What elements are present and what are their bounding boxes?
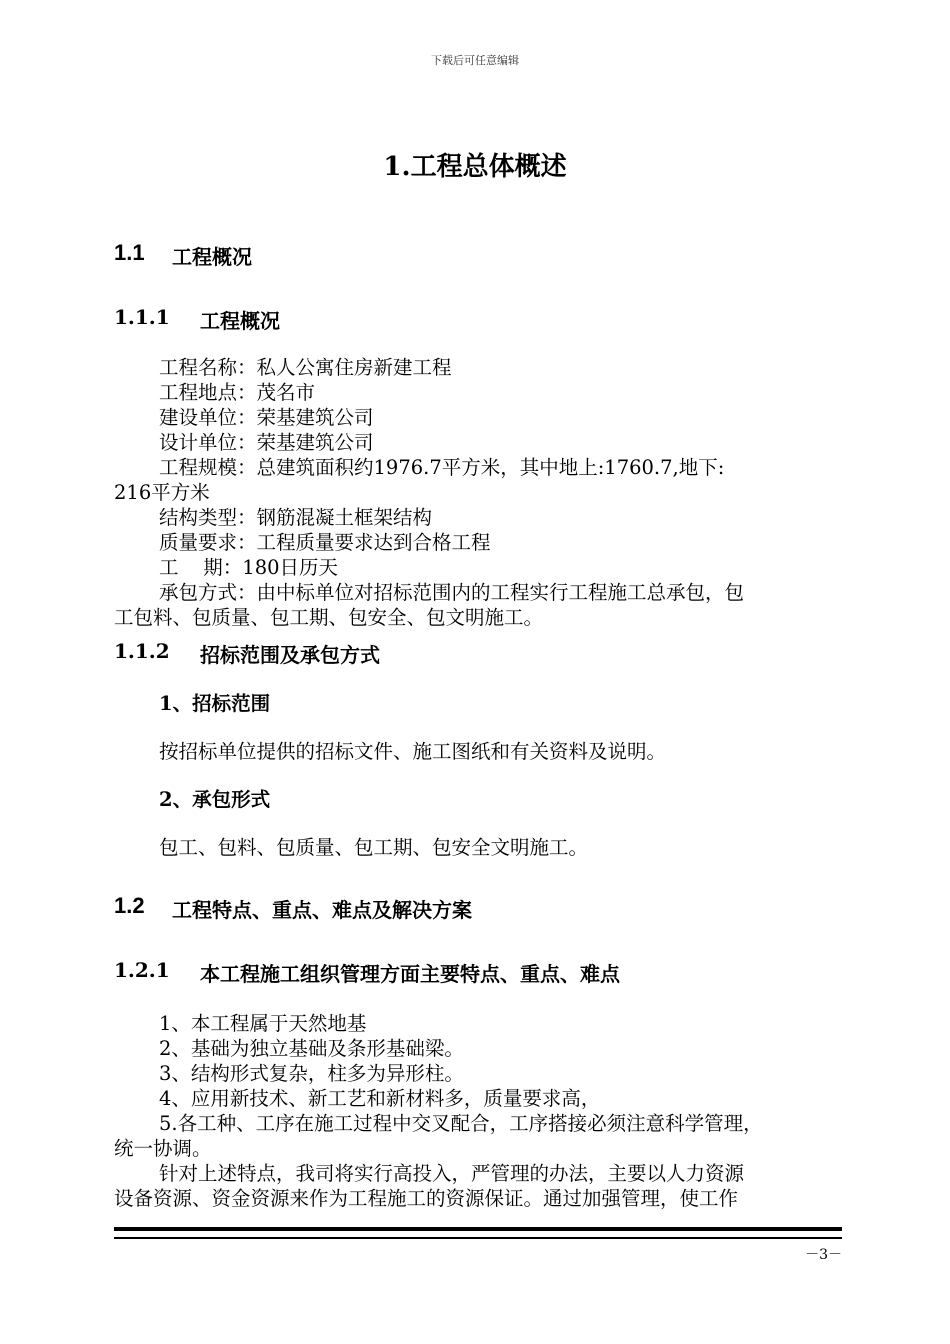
- subsection-number: 1.1.1: [114, 305, 170, 329]
- info-line: 工包料、包质量、包工期、包安全、包文明施工。: [114, 606, 544, 629]
- subsection-title: 招标范围及承包方式: [200, 643, 380, 667]
- subsection-number: 1.2.1: [114, 958, 170, 982]
- page-number: －3－: [805, 1247, 842, 1263]
- footer-rule-thick: [114, 1227, 842, 1231]
- info-line: 设计单位：荣基建筑公司: [159, 431, 374, 454]
- point-line: 3、结构形式复杂，柱多为异形柱。: [159, 1062, 464, 1085]
- point-line: 2、基础为独立基础及条形基础梁。: [159, 1037, 464, 1060]
- header-note: 下载后可任意编辑: [431, 54, 519, 67]
- point-line: 5.各工种、工序在施工过程中交叉配合，工序搭接必须注意科学管理，: [159, 1112, 763, 1135]
- info-line: 工 期：180日历天: [159, 556, 339, 579]
- info-line: 建设单位：荣基建筑公司: [159, 406, 374, 429]
- document-title: 1.工程总体概述: [383, 152, 567, 182]
- info-line: 工程规模：总建筑面积约1976.7平方米，其中地上:1760.7,地下:: [159, 456, 725, 479]
- info-line: 216平方米: [114, 481, 210, 504]
- contract-text: 包工、包料、包质量、包工期、包安全文明施工。: [159, 836, 589, 859]
- point-line: 统一协调。: [114, 1137, 212, 1160]
- section-number: 1.1: [114, 240, 145, 265]
- info-line: 质量要求：工程质量要求达到合格工程: [159, 531, 491, 554]
- subsection-number: 1.1.2: [114, 639, 170, 663]
- section-title: 工程概况: [172, 245, 252, 269]
- point-line: 1、本工程属于天然地基: [159, 1012, 367, 1035]
- subsection-title: 本工程施工组织管理方面主要特点、重点、难点: [200, 962, 620, 986]
- section-number: 1.2: [114, 893, 145, 918]
- point-line: 4、应用新技术、新工艺和新材料多，质量要求高，: [159, 1087, 601, 1110]
- scope-text: 按招标单位提供的招标文件、施工图纸和有关资料及说明。: [159, 740, 667, 763]
- point-line: 针对上述特点，我司将实行高投入，严管理的办法，主要以人力资源: [159, 1162, 745, 1185]
- info-line: 承包方式：由中标单位对招标范围内的工程实行工程施工总承包，包: [159, 581, 745, 604]
- info-line: 工程名称：私人公寓住房新建工程: [159, 356, 452, 379]
- info-line: 工程地点：茂名市: [159, 381, 316, 404]
- section-title: 工程特点、重点、难点及解决方案: [172, 898, 472, 922]
- footer-rule-thin: [114, 1237, 842, 1239]
- contract-heading: 2、承包形式: [159, 788, 271, 811]
- info-line: 结构类型：钢筋混凝土框架结构: [159, 506, 433, 529]
- scope-heading: 1、招标范围: [159, 692, 271, 715]
- subsection-title: 工程概况: [200, 309, 280, 333]
- point-line: 设备资源、资金资源来作为工程施工的资源保证。通过加强管理，使工作: [114, 1187, 739, 1210]
